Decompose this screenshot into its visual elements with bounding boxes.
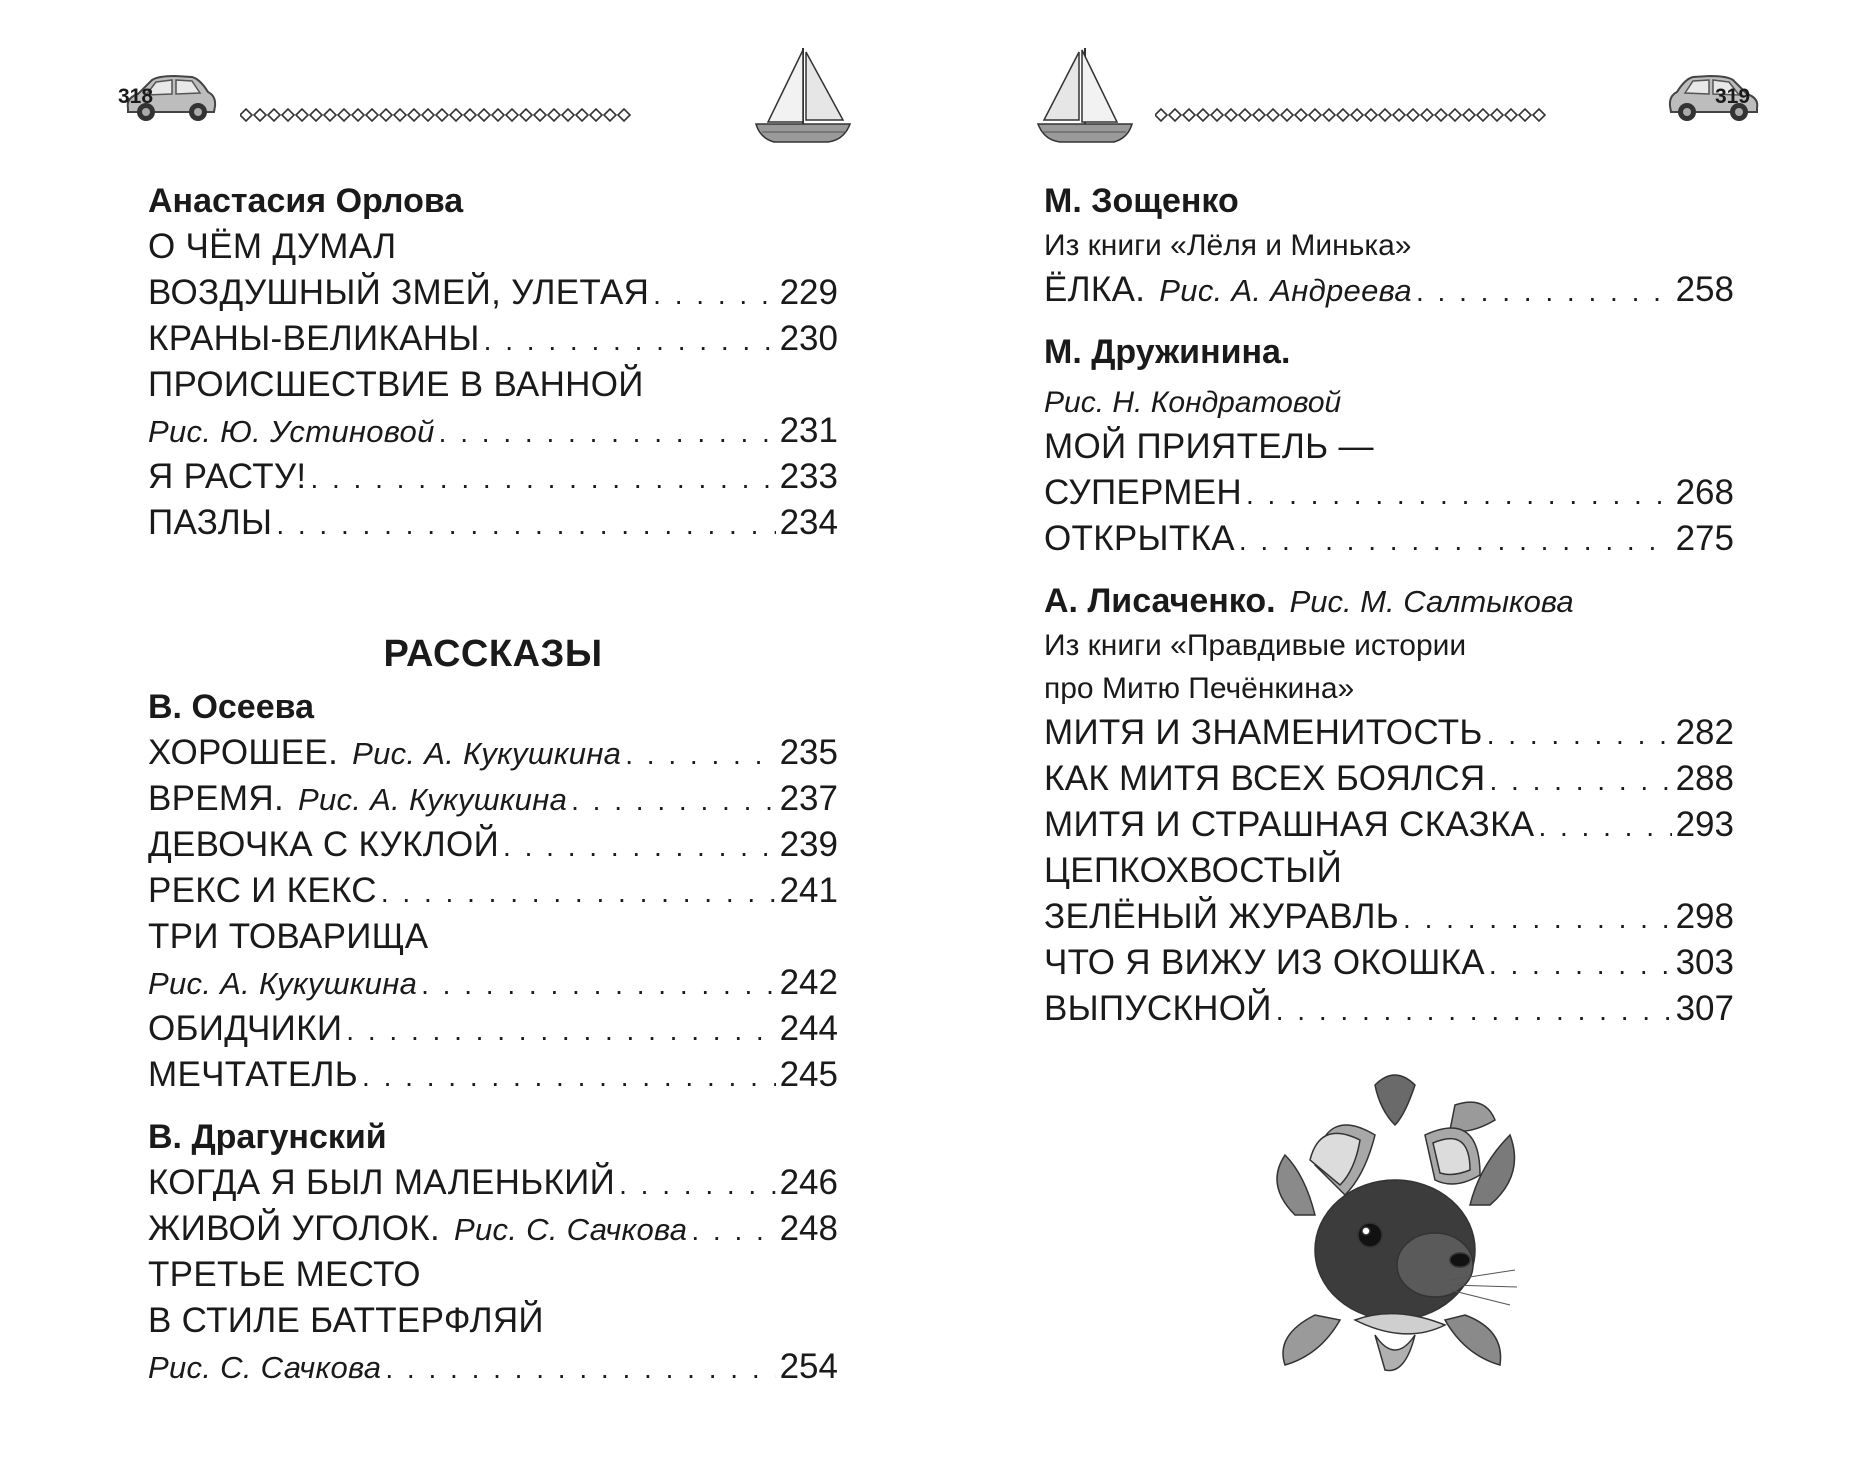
illustrator-credit: Рис. С. Сачкова — [148, 1350, 382, 1385]
page-ref: 246 — [779, 1163, 838, 1202]
toc-entry — [148, 1006, 838, 1052]
dot-leader — [1489, 942, 1672, 988]
page-ref: 229 — [779, 273, 838, 312]
page-ref: 233 — [779, 457, 838, 496]
bunny-illustration — [1255, 1065, 1535, 1385]
toc-entry — [1044, 802, 1734, 848]
page-ref: 235 — [779, 733, 838, 772]
toc-entry — [148, 1344, 838, 1390]
table-of-contents — [1044, 178, 1734, 1032]
story-heading: ТРЕТЬЕ МЕСТО — [148, 1255, 421, 1294]
entry-title: ВЫПУСКНОЙ — [1044, 989, 1272, 1028]
illustrator-credit: Рис. М. Салтыкова — [1289, 584, 1574, 619]
page-ref: 275 — [1675, 519, 1734, 558]
story-heading: В СТИЛЕ БАТТЕРФЛЯЙ — [148, 1301, 544, 1340]
table-of-contents — [148, 178, 838, 1390]
toc-entry — [1044, 756, 1734, 802]
toc-entry — [1044, 894, 1734, 940]
left-page — [0, 0, 924, 1477]
dot-leader — [503, 824, 776, 870]
book-source: Из книги «Лёля и Минька» — [1044, 229, 1412, 262]
toc-entry — [1044, 940, 1734, 986]
dot-leader — [484, 318, 776, 364]
page-header — [100, 60, 860, 170]
dot-leader — [653, 272, 775, 318]
page-ref: 268 — [1675, 473, 1734, 512]
toc-entry — [148, 1160, 838, 1206]
illustrator-credit: Рис. А. Андреева — [1159, 273, 1412, 308]
diamond-border — [1155, 106, 1555, 124]
page-ref: 303 — [1675, 943, 1734, 982]
dot-leader — [1239, 518, 1672, 564]
toc-entry — [148, 454, 838, 500]
toc-entry — [148, 868, 838, 914]
dot-leader — [385, 1346, 775, 1392]
story-heading: ТРИ ТОВАРИЩА — [148, 917, 429, 956]
page-ref: 288 — [1675, 759, 1734, 798]
entry-title: СУПЕРМЕН — [1044, 473, 1242, 512]
story-heading: ЦЕПКОХВОСТЫЙ — [1044, 851, 1343, 890]
dot-leader — [310, 456, 775, 502]
entry-title: МИТЯ И СТРАШНАЯ СКАЗКА — [1044, 805, 1535, 844]
toc-entry — [148, 960, 838, 1006]
entry-title: ВРЕМЯ. Рис. А. Кукушкина — [148, 779, 568, 818]
entry-title: ОТКРЫТКА — [1044, 519, 1235, 558]
page-ref: 231 — [779, 411, 838, 450]
toc-entry — [148, 316, 838, 362]
author-name: М. Зощенко — [1044, 182, 1239, 220]
entry-title: ЗЕЛЁНЫЙ ЖУРАВЛЬ — [1044, 897, 1400, 936]
page-number: 319 — [1715, 85, 1751, 108]
entry-title: ВОЗДУШНЫЙ ЗМЕЙ, УЛЕТАЯ — [148, 273, 650, 312]
dot-leader — [346, 1008, 775, 1054]
page-ref: 242 — [779, 963, 838, 1002]
page-ref: 237 — [779, 779, 838, 818]
page-ref: 254 — [779, 1347, 838, 1386]
dot-leader — [1403, 896, 1672, 942]
toc-entry — [1044, 710, 1734, 756]
dot-leader — [1487, 712, 1672, 758]
dot-leader — [362, 1054, 776, 1100]
page-ref: 282 — [1675, 713, 1734, 752]
author-name: М. Дружинина. — [1044, 333, 1291, 371]
toc-entry — [148, 500, 838, 546]
illustrator-credit: Рис. Н. Кондратовой — [1044, 386, 1342, 419]
dot-leader — [625, 732, 775, 778]
author-name: Анастасия Орлова — [148, 182, 464, 220]
story-heading: ПРОИСШЕСТВИЕ В ВАННОЙ — [148, 365, 644, 404]
dot-leader — [619, 1162, 776, 1208]
entry-title: ЧТО Я ВИЖУ ИЗ ОКОШКА — [1044, 943, 1485, 982]
dot-leader — [1276, 988, 1672, 1034]
illustrator-credit: Рис. С. Сачкова — [454, 1212, 688, 1247]
entry-title: КРАНЫ-ВЕЛИКАНЫ — [148, 319, 480, 358]
author-name: В. Осеева — [148, 688, 314, 726]
page-ref: 248 — [779, 1209, 838, 1248]
page-ref: 307 — [1675, 989, 1734, 1028]
entry-title: ОБИДЧИКИ — [148, 1009, 343, 1048]
toc-entry — [148, 270, 838, 316]
right-page — [925, 0, 1849, 1477]
dot-leader — [421, 962, 775, 1008]
toc-entry — [148, 822, 838, 868]
entry-title: ДЕВОЧКА С КУКЛОЙ — [148, 825, 500, 864]
dot-leader — [1538, 804, 1671, 850]
page-ref: 241 — [779, 871, 838, 910]
toc-entry — [1044, 986, 1734, 1032]
page-ref: 293 — [1675, 805, 1734, 844]
toc-entry — [148, 776, 838, 822]
section-title: РАССКАЗЫ — [383, 633, 603, 675]
illustrator-credit: Рис. А. Кукушкина — [298, 782, 568, 817]
page-ref: 230 — [779, 319, 838, 358]
page-ref: 298 — [1675, 897, 1734, 936]
toc-entry — [1044, 516, 1734, 562]
dot-leader — [439, 410, 776, 456]
toc-entry — [148, 408, 838, 454]
dot-leader — [571, 778, 775, 824]
sailboat-icon — [1030, 40, 1140, 150]
entry-title: ХОРОШЕЕ. Рис. А. Кукушкина — [148, 733, 622, 772]
page-ref: 239 — [779, 825, 838, 864]
dot-leader — [1246, 472, 1672, 518]
entry-title: ЖИВОЙ УГОЛОК. Рис. С. Сачкова — [148, 1209, 688, 1248]
dot-leader — [1489, 758, 1671, 804]
dot-leader — [276, 502, 775, 548]
entry-title: Я РАСТУ! — [148, 457, 307, 496]
page-ref: 234 — [779, 503, 838, 542]
entry-title: ПАЗЛЫ — [148, 503, 273, 542]
page-ref: 245 — [779, 1055, 838, 1094]
entry-title: МИТЯ И ЗНАМЕНИТОСТЬ — [1044, 713, 1483, 752]
illustrator-credit: Рис. А. Кукушкина — [148, 966, 418, 1001]
book-source: Из книги «Правдивые истории — [1044, 629, 1467, 662]
page-header — [925, 60, 1795, 170]
dot-leader — [691, 1208, 775, 1254]
entry-title: МЕЧТАТЕЛЬ — [148, 1055, 359, 1094]
entry-title: КАК МИТЯ ВСЕХ БОЯЛСЯ — [1044, 759, 1486, 798]
page-number: 318 — [118, 85, 154, 108]
toc-entry — [148, 730, 838, 776]
toc-entry — [148, 1206, 838, 1252]
illustrator-credit: Рис. Ю. Устиновой — [148, 414, 435, 449]
page-ref: 244 — [779, 1009, 838, 1048]
diamond-border — [240, 106, 640, 124]
story-heading: О ЧЁМ ДУМАЛ — [148, 227, 397, 266]
story-heading: МОЙ ПРИЯТЕЛЬ — — [1044, 427, 1374, 466]
illustrator-credit: Рис. А. Кукушкина — [352, 736, 622, 771]
sailboat-icon — [748, 40, 858, 150]
page-ref: 258 — [1675, 270, 1734, 309]
dot-leader — [1416, 269, 1672, 315]
entry-title: ЁЛКА. Рис. А. Андреева — [1044, 270, 1412, 309]
entry-title: РЕКС И КЕКС — [148, 871, 377, 910]
toc-entry — [1044, 267, 1734, 313]
author-name: А. Лисаченко. Рис. М. Салтыкова — [1044, 582, 1574, 620]
entry-title: КОГДА Я БЫЛ МАЛЕНЬКИЙ — [148, 1163, 616, 1202]
toc-entry — [1044, 470, 1734, 516]
toc-entry — [148, 1052, 838, 1098]
author-name: В. Драгунский — [148, 1118, 387, 1156]
dot-leader — [381, 870, 776, 916]
book-source: про Митю Печёнкина» — [1044, 672, 1355, 705]
